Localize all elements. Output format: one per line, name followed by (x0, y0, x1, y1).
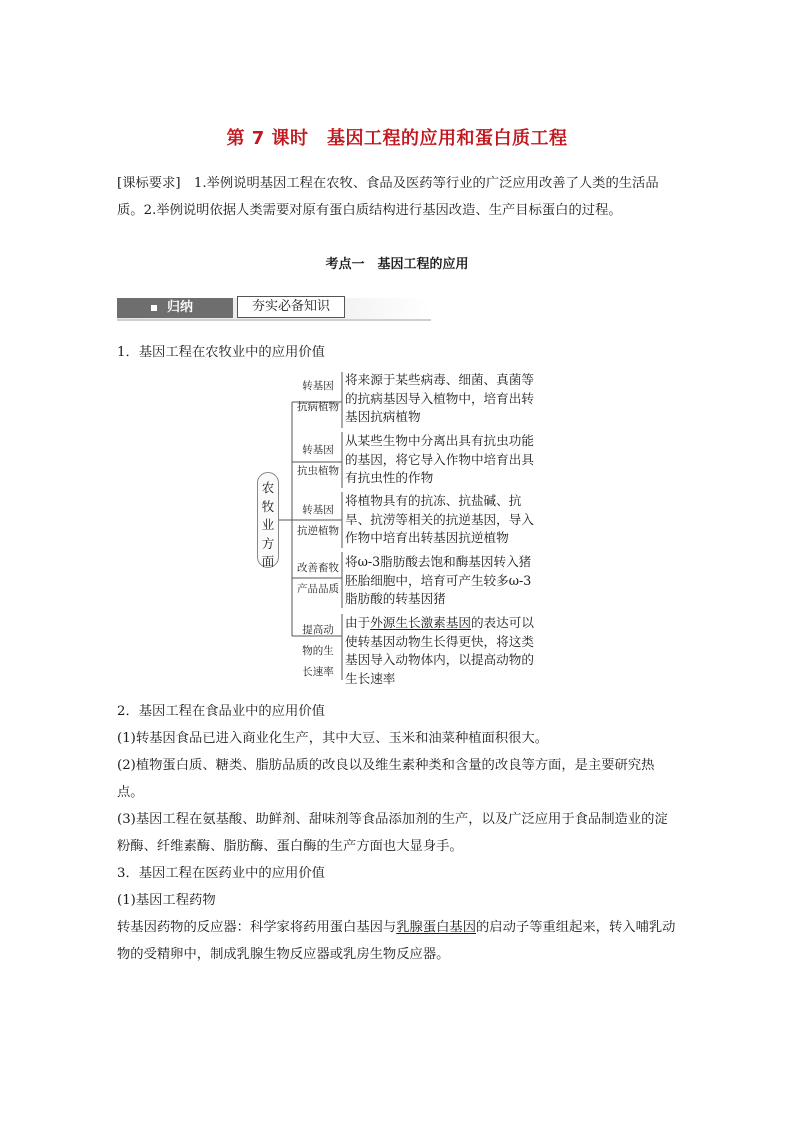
branch-label-line: 转基因 (302, 380, 334, 392)
branch-label-growth (293, 620, 343, 683)
branch-label-insect (293, 440, 343, 482)
point2-heading: 2．基因工程在食品业中的应用价值 (117, 704, 325, 719)
banner-dark-tab (117, 298, 233, 318)
branch-label-line: 物的生 (302, 645, 334, 657)
point3-body (117, 914, 679, 968)
summary-banner (117, 298, 431, 322)
desc-underlined-text: 外源生长激素基因 (370, 615, 471, 630)
branch-desc-disease: 将来源于某些病毒、细菌、真菌等的抗病基因导入植物中，培育出转基因抗病植物 (345, 372, 534, 424)
root-char: 面 (261, 554, 275, 569)
branch-label-line: 转基因 (302, 444, 334, 456)
point3-heading: 3．基因工程在医药业中的应用价值 (117, 866, 325, 881)
branch-label-line: 产品品质 (297, 583, 339, 595)
body-underlined-text: 乳腺蛋白基因 (396, 920, 477, 935)
body-text: 转基因药物的反应器：科学家将药用蛋白基因与 (117, 920, 397, 935)
banner-left-label: 归纳 (167, 300, 194, 315)
agriculture-diagram (0, 368, 794, 698)
branch-label-line: 提高动 (302, 624, 334, 636)
root-node-agriculture (257, 472, 279, 568)
branch-label-line: 转基因 (302, 504, 334, 516)
section-title: 考点一 基因工程的应用 (325, 257, 469, 272)
root-char: 牧 (261, 498, 275, 514)
desc-text: 的表达可以使转基因动物生长得更快，将这类基因导入动物体内，以提高动物的生长速率 (345, 615, 534, 686)
standard-text: 1.举例说明基因工程在农牧、食品及医药等行业的广泛应用改善了人类的生活品质。2.举例说明依据人类需要对原有蛋白质结构进行基因改造、生产目标蛋白的过程。 (117, 176, 659, 218)
point2-item-1: (1)转基因食品已进入商业化生产，其中大豆、玉米和油菜种植面积很大。 (117, 731, 549, 746)
point1-heading: 1．基因工程在农牧业中的应用价值 (117, 345, 325, 360)
branch-label-line: 抗病植物 (297, 401, 339, 413)
branch-label-line: 长速率 (302, 666, 334, 678)
branch-label-disease (293, 376, 343, 418)
branch-desc-insect: 从某些生物中分离出具有抗虫功能的基因，将它导入作物中培育出具有抗虫性的作物 (345, 433, 534, 485)
branch-label-line: 改善畜牧 (297, 562, 339, 574)
branch-label-livestock (293, 558, 343, 600)
page-title: 第 7 课时 基因工程的应用和蛋白质工程 (226, 128, 568, 149)
branch-desc-livestock: 将ω-3脂肪酸去饱和酶基因转入猪胚胎细胞中，培育可产生较多ω-3脂肪酸的转基因猪 (345, 554, 532, 606)
point2-item-3: (3)基因工程在氨基酸、助鲜剂、甜味剂等食品添加剂的生产，以及广泛应用于食品制造业的淀粉酶、纤维素酶、脂肪酶、蛋白酶的生产方面也大显身手。 (117, 812, 668, 854)
banner-right-label: 夯实必备知识 (237, 296, 345, 318)
standard-label: [课标要求] (117, 176, 181, 191)
branch-desc-growth (345, 614, 541, 688)
point3-sub1: (1)基因工程药物 (117, 893, 216, 908)
root-char: 农 (261, 480, 275, 495)
root-char: 业 (261, 517, 275, 532)
point2-item-2: (2)植物蛋白质、糖类、脂肪品质的改良以及维生素种类和含量的改良等方面，是主要研究热点。 (117, 758, 655, 800)
square-bullet-icon (151, 305, 157, 311)
branch-label-line: 抗逆植物 (297, 525, 339, 537)
branch-label-stress (293, 500, 343, 542)
curriculum-standard (117, 170, 679, 224)
banner-underline (117, 319, 431, 321)
root-char: 方 (261, 535, 275, 551)
desc-text: 由于 (345, 615, 371, 630)
branch-label-line: 抗虫植物 (297, 465, 339, 477)
branch-desc-stress: 将植物具有的抗冻、抗盐碱、抗旱、抗涝等相关的抗逆基因，导入作物中培育出转基因抗逆植物 (345, 493, 534, 545)
body-text: 的启动子等重组起来，转入哺乳动物的受精卵中，制成乳腺生物反应器或乳房生物反应器。 (117, 920, 676, 962)
